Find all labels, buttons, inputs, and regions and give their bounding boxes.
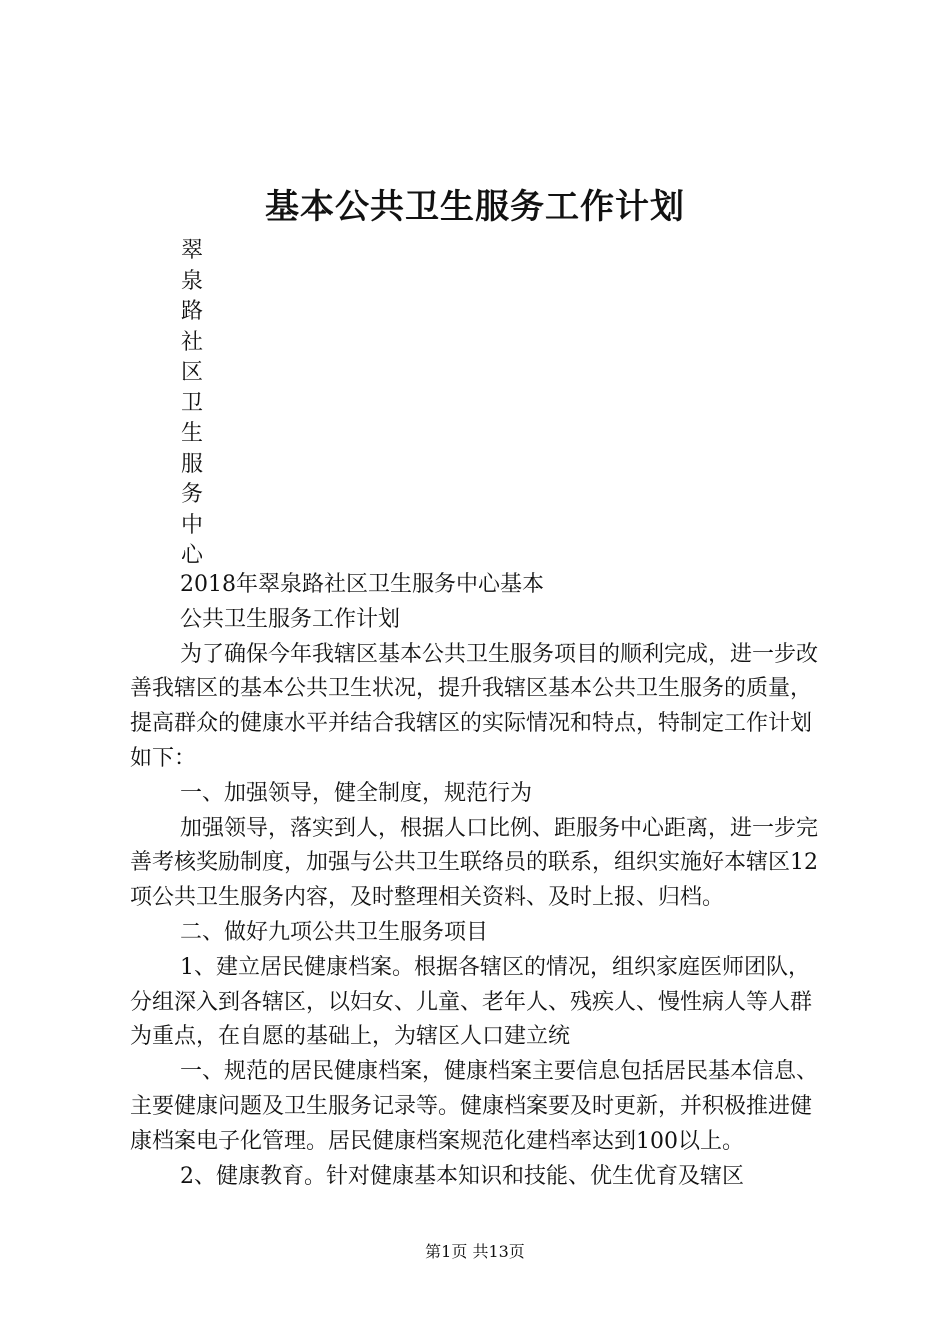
- page-footer: 第1页 共13页: [425, 1242, 525, 1261]
- organization-name-vertical: [180, 236, 204, 572]
- org-char: 务: [180, 482, 203, 507]
- org-char: 生: [180, 421, 203, 446]
- section-heading-1: 一、加强领导，健全制度，规范行为: [180, 780, 533, 806]
- item-1-paragraph: 1、建立居民健康档案。根据各辖区的情况，组织家庭医师团队，分组深入到各辖区，以妇女、儿童、老年人、残疾人、慢性病人等人群为重点，在自愿的基础上，为辖区人口建立统: [130, 954, 813, 1050]
- org-char: 翠: [180, 238, 203, 263]
- section-heading-2: 二、做好九项公共卫生服务项目: [180, 919, 489, 945]
- document-body: [130, 568, 830, 1194]
- org-char: 中: [180, 512, 203, 538]
- intro-paragraph: 为了确保今年我辖区基本公共卫生服务项目的顺利完成，进一步改善我辖区的基本公共卫生状况，提升我辖区基本公共卫生服务的质量，提高群众的健康水平并结合我辖区的实际情况和特点，特制定工作计划如下：: [130, 641, 819, 771]
- org-char: 泉: [180, 268, 203, 294]
- org-char: 路: [180, 299, 203, 324]
- org-char: 卫: [180, 390, 203, 416]
- org-char: 社: [180, 329, 203, 355]
- org-char: 区: [180, 360, 203, 385]
- subtitle-line-1: 2018年翠泉路社区卫生服务中心基本: [180, 572, 544, 597]
- section-1-paragraph: 加强领导，落实到人，根据人口比例、距服务中心距离，进一步完善考核奖励制度，加强与公共卫生联络员的联系，组织实施好本辖区12项公共卫生服务内容，及时整理相关资料、及时上报、归档。: [130, 815, 819, 911]
- org-char: 心: [180, 543, 203, 568]
- item-1-continuation-paragraph: 一、规范的居民健康档案，健康档案主要信息包括居民基本信息、主要健康问题及卫生服务记录等。健康档案要及时更新，并积极推进健康档案电子化管理。居民健康档案规范化建档率达到100以上。: [130, 1059, 819, 1154]
- item-2-paragraph: 2、健康教育。针对健康基本知识和技能、优生优育及辖区: [180, 1163, 744, 1189]
- org-char: 服: [180, 451, 203, 477]
- document-title: 基本公共卫生服务工作计划: [265, 187, 685, 227]
- subtitle-line-2: 公共卫生服务工作计划: [180, 606, 401, 632]
